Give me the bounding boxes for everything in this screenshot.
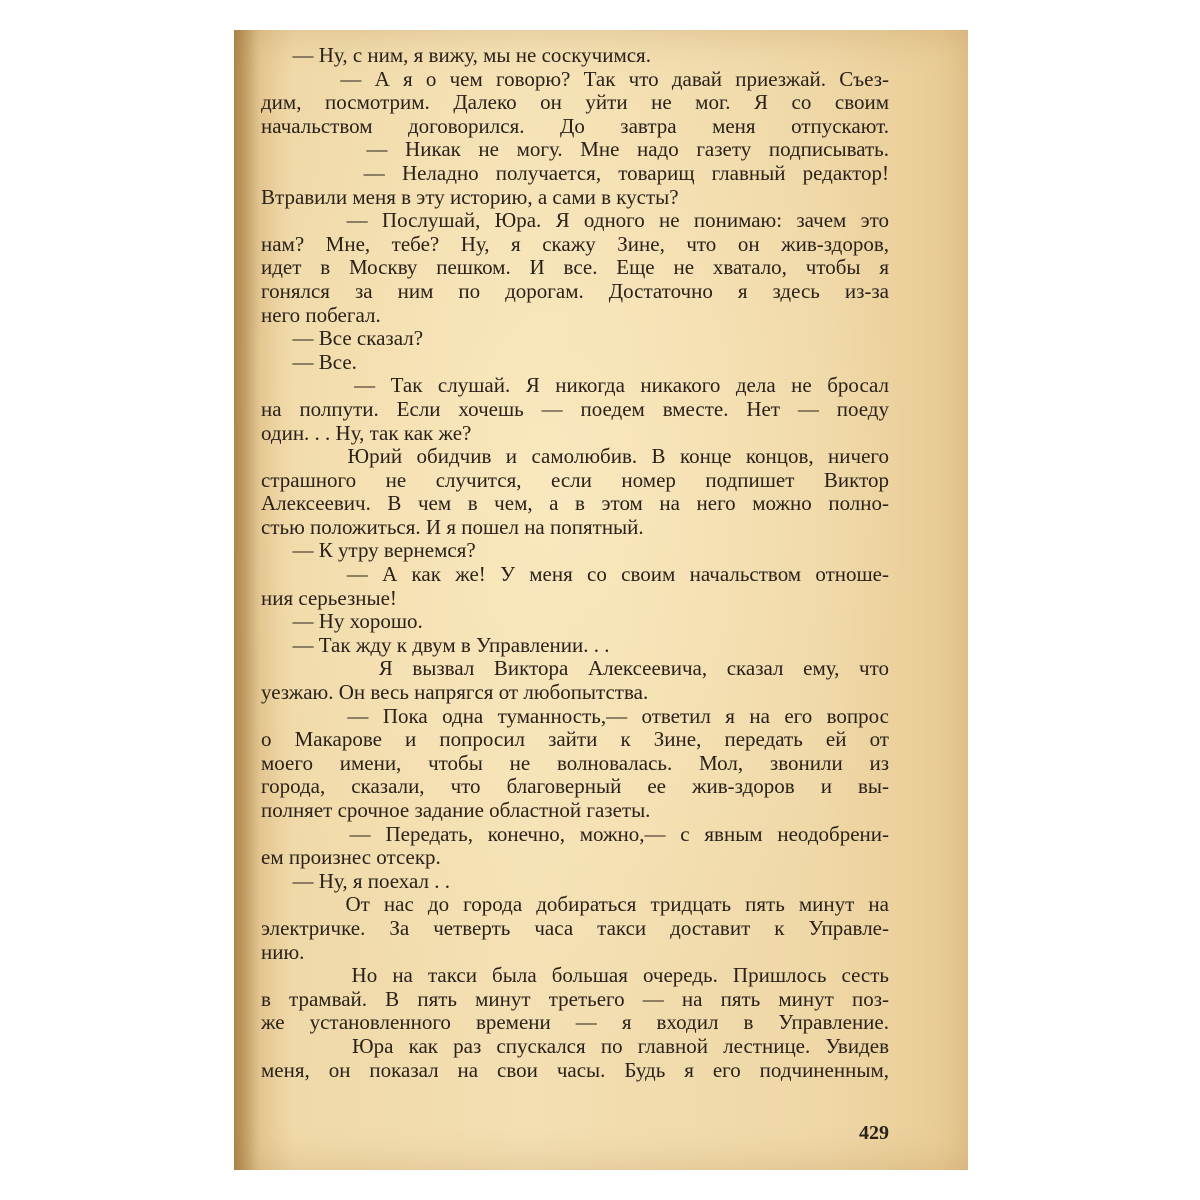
text-line: страшного не случится, если номер подпишет Виктор <box>261 468 889 492</box>
text-line: гонялся за ним по дорогам. Достаточно я здесь из-за <box>261 279 889 303</box>
book-page <box>234 30 968 1170</box>
text-line: — Ну, с ним, я вижу, мы не соскучимся. <box>261 44 651 67</box>
text-line: Я вызвал Виктора Алексеевича, сказал ему, что <box>261 657 889 681</box>
page-gutter-shadow <box>234 30 260 1170</box>
text-line: него побегал. <box>261 303 381 327</box>
text-line: — А я о чем говорю? Так что давай приезжай. Съез- <box>261 67 889 91</box>
body-text <box>261 44 889 1082</box>
text-line: Втравили меня в эту историю, а сами в кусты? <box>261 185 679 209</box>
text-line: один. . . Ну, так как же? <box>261 421 472 445</box>
text-line: электричке. За четверть часа такси доставит к Управле- <box>261 916 889 940</box>
text-line: идет в Москву пешком. И все. Еще не хватало, чтобы я <box>261 256 889 280</box>
text-line: на полпути. Если хочешь — поедем вместе. Нет — поеду <box>261 397 889 421</box>
text-line: о Макарове и попросил зайти к Зине, передать ей от <box>261 728 889 752</box>
text-line: — Послушай, Юра. Я одного не понимаю: зачем это <box>261 209 889 233</box>
text-line: — Неладно получается, товарищ главный редактор! <box>261 161 889 185</box>
text-line: — К утру вернемся? <box>261 539 476 563</box>
text-line: ния серьезные! <box>261 586 397 610</box>
text-line: начальством договорился. До завтра меня отпускают. <box>261 114 889 138</box>
text-line: — Все сказал? <box>261 327 424 351</box>
text-line: — Пока одна туманность,— ответил я на его вопрос <box>261 704 889 728</box>
text-line: — А как же! У меня со своим начальством отноше- <box>261 563 889 587</box>
text-line: города, сказали, что благоверный ее жив-здоров и вы- <box>261 775 889 799</box>
text-line: — Все. <box>261 350 357 374</box>
text-line: — Ну хорошо. <box>261 610 423 634</box>
text-line: — Так слушай. Я никогда никакого дела не бросал <box>261 374 889 398</box>
text-line: — Ну, я поехал . . <box>261 869 450 893</box>
text-line: — Передать, конечно, можно,— с явным неодобрени- <box>261 822 889 846</box>
text-line: полняет срочное задание областной газеты. <box>261 799 651 822</box>
text-line: — Так жду к двум в Управлении. . . <box>261 633 610 657</box>
text-line: Алексеевич. В чем в чем, а в этом на него можно полно- <box>261 492 889 516</box>
text-line: Юра как раз спускался по главной лестнице. Увидев <box>261 1034 889 1058</box>
text-line: нам? Мне, тебе? Ну, я скажу Зине, что он жив-здоров, <box>261 232 889 256</box>
text-line: — Никак не могу. Мне надо газету подписывать. <box>261 138 889 162</box>
text-line: меня, он показал на свои часы. Будь я его подчиненным, <box>261 1058 889 1082</box>
text-line: же установленного времени — я входил в Управление. <box>261 1011 889 1035</box>
text-line: Но на такси была большая очередь. Пришлось сесть <box>261 964 889 988</box>
text-line: Юрий обидчив и самолюбив. В конце концов, ничего <box>261 445 889 469</box>
text-line: стью положиться. И я пошел на попятный. <box>261 515 644 539</box>
text-line: нию. <box>261 940 305 964</box>
text-line: в трамвай. В пять минут третьего — на пять минут поз- <box>261 987 889 1011</box>
text-line: дим, посмотрим. Далеко он уйти не мог. Я со своим <box>261 91 889 115</box>
text-line: От нас до города добираться тридцать пять минут на <box>261 893 889 917</box>
text-line: моего имени, чтобы не волновалась. Мол, звонили из <box>261 751 889 775</box>
page-number: 429 <box>859 1122 889 1144</box>
text-line: уезжаю. Он весь напрягся от любопытства. <box>261 681 649 705</box>
text-line: ем произнес отсекр. <box>261 846 441 870</box>
